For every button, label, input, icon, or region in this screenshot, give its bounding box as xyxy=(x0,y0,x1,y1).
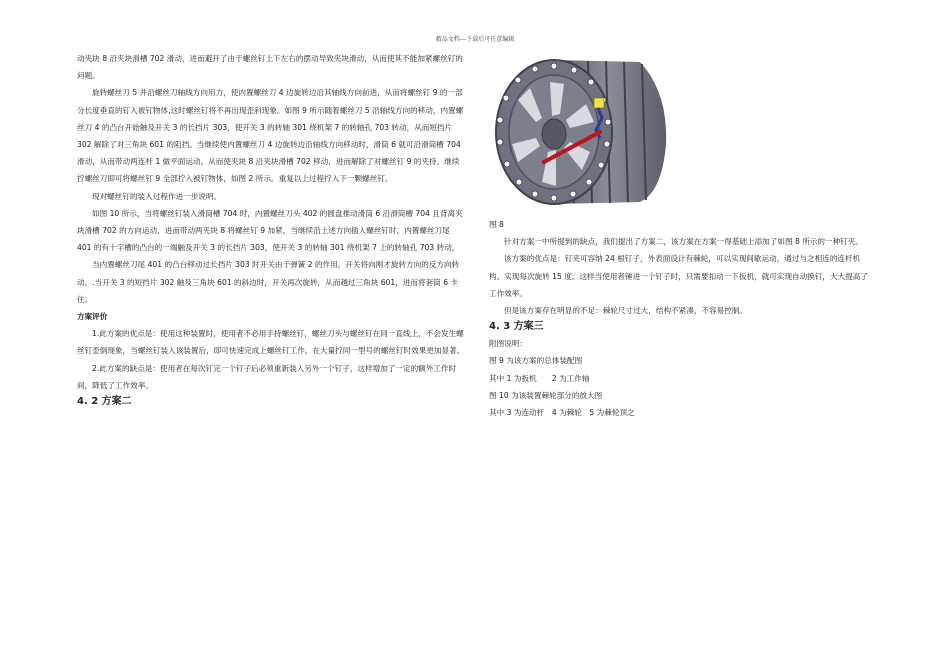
ratchet-wheel-figure xyxy=(490,52,672,212)
paragraph: 但是该方案存在明显的不足：棘轮尺寸过大，结构不紧凑，不容易控制。 xyxy=(504,306,747,316)
figure-caption: 图 8 xyxy=(489,220,504,229)
paragraph: 针对方案一中所提到的缺点，我们提出了方案二，该方案在方案一得基础上添加了如图 8 所示的一种钉夹。 xyxy=(504,237,863,247)
eval-heading: 方案评价 xyxy=(77,312,108,322)
paragraph: 旋转螺丝刀 5 并沿螺丝刀轴线方向用力，使内置螺丝刀 4 边旋转边沿其轴线方向前进，从而将螺丝钉 9 的一部分长度垂直的钉入被钉物体,这时螺丝钉将不再出现歪斜现象。如图 9 所示随着螺丝刀 5 沿轴线方向的移动，内置螺丝刀 4 的凸台开始触及开关 3 的长挡片 303，使开关 3 的转轴 301 绕机架 7 的转轴孔 703 转动，从而短挡片 302 解除了对三角块 601 的阻挡。当继续使内置螺丝刀 4 边旋转边沿轴线方向移动时，滑筒 6 就可沿滑筒槽 704 滑动，从而带动两连杆 1 做平面运动，从而使夹块 8 沿夹块滑槽 702 移动，进而解除了对螺丝钉 9 的夹持。继续拧螺丝刀即可将螺丝钉 9 全部拧入被钉物体，如图 2 所示。重复以上过程拧入下一颗螺丝钉。 xyxy=(77,88,464,184)
left-column xyxy=(77,50,465,410)
paragraph: 动夹块 8 沿夹块滑槽 702 滑动，进而避开了由于螺丝钉上下左右的摆动导致夹块滑动，从而使其不能加紧螺丝钉的问题。 xyxy=(77,54,463,81)
yellow-block xyxy=(594,98,604,108)
paragraph: 2.此方案的缺点是：使用者在每次钉完一个钉子后必须重新装入另外一个钉子，这样增加了一定的额外工作时间，降低了工作效率。 xyxy=(77,363,457,390)
paragraph: 该方案的优点是：钉夹可容纳 24 根钉子，外表面设计有棘轮，可以实现间歇运动，通过与之相连的连杆机构。实现每次旋转 15 度。这样当使用者锤进一个钉子时，只需要扣动一下扳机，就可实现自动换钉，大大提高了工作效率。 xyxy=(489,254,868,298)
notes-line: 其中 1 为扳机 2 为工作轴 xyxy=(489,373,590,383)
paragraph: 1.此方案的优点是：使用这种装置时，使用者不必用手持螺丝钉，螺丝刀头与螺丝钉在同一直线上，不会发生螺丝钉歪倒现象，当螺丝钉装入该装置后，即可快速完成上螺丝钉工作，在大量拧同一型号的螺丝钉时效果更加显著。 xyxy=(77,329,465,356)
section-heading: 4. 2 方案二 xyxy=(77,396,132,408)
right-column xyxy=(489,216,873,421)
wheel-hub xyxy=(542,119,566,149)
ratchet-wheel-illustration xyxy=(490,52,672,212)
notes-line: 图 10 为该装置棘轮部分的放大图 xyxy=(489,390,603,400)
notes-line: 其中 3 为连动杆 4 为棘轮 5 为棘轮顶之 xyxy=(489,408,635,418)
paragraph: 现对螺丝钉的装入过程作进一步说明。 xyxy=(92,191,222,201)
paragraph: 如图 10 所示，当将螺丝钉装入滑筒槽 704 时，内置螺丝刀头 402 的圆盘推动滑筒 6 沿滑筒槽 704 且背离夹块滑槽 702 的方向运动，进而带动两夹块 8 将螺丝钉 9 加紧，当继续沿上述方向插入螺丝钉时，内置螺丝刀尾 401 的有十字槽的凸台的一端触及开关 3 的长挡片 303，使开关 3 的转轴 301 绕机架 7 上的转轴孔 703 转动， xyxy=(77,208,463,253)
page-header: 精品文档---下载后可任意编辑 xyxy=(435,36,515,43)
notes-line: 附图说明： xyxy=(489,339,527,349)
notes-line: 图 9 为该方案的总体装配图 xyxy=(489,356,583,366)
paragraph: 当内置螺丝刀尾 401 的凸台移动过长挡片 303 时开关由于弹簧 2 的作用，开关将向刚才旋转方向的反方向转动，.当开关 3 的短挡片 302 触及三角块 601 的斜边时，开关再次旋转，从而越过三角块 601，进而将套筒 6 卡住。 xyxy=(77,260,460,304)
section-heading: 4. 3 方案三 xyxy=(489,321,544,333)
